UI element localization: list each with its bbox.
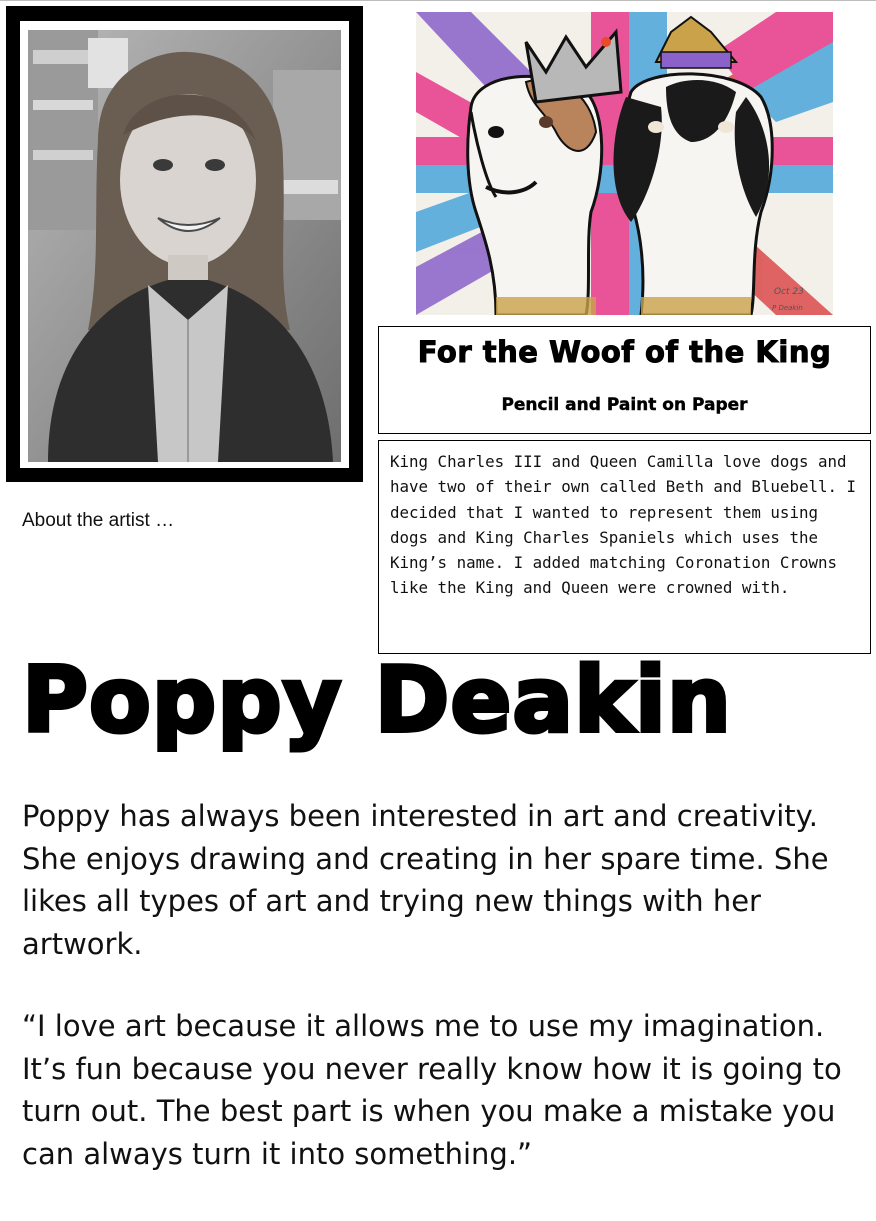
- artwork-title: For the Woof of the King: [417, 335, 832, 369]
- artist-portrait-frame: [6, 6, 363, 482]
- artwork-signature-name: P Deakin: [772, 304, 803, 312]
- artwork-signature-date: Oct 23: [774, 287, 804, 297]
- portrait-illustration: [28, 30, 341, 462]
- artwork-medium: Pencil and Paint on Paper: [501, 395, 748, 415]
- artist-portrait-photo: [28, 30, 341, 462]
- top-rule: [0, 0, 876, 1]
- artwork-illustration: [416, 12, 833, 315]
- artist-name-heading: Poppy Deakin: [22, 648, 732, 753]
- artwork-image: [416, 12, 833, 315]
- portrait-mat: [20, 21, 349, 468]
- artist-bio: Poppy has always been interested in art and creativity. She enjoys drawing and creating in her spare time. She likes all types of art and trying new things with her artwork.: [22, 799, 829, 961]
- artwork-title-box: [378, 326, 871, 434]
- artwork-description: King Charles III and Queen Camilla love dogs and have two of their own called Beth and Bluebell. I decided that I wanted to represent them using dogs and King Charles Spaniels which uses the King’s name. I added matching Coronation Crowns like the King and Queen were crowned with.: [378, 440, 871, 654]
- about-the-artist-label: About the artist …: [22, 510, 175, 531]
- artist-quote: “I love art because it allows me to use my imagination. It’s fun because you never really know how it is going to turn out. The best part is when you make a mistake you can always turn it into something.”: [22, 1009, 842, 1171]
